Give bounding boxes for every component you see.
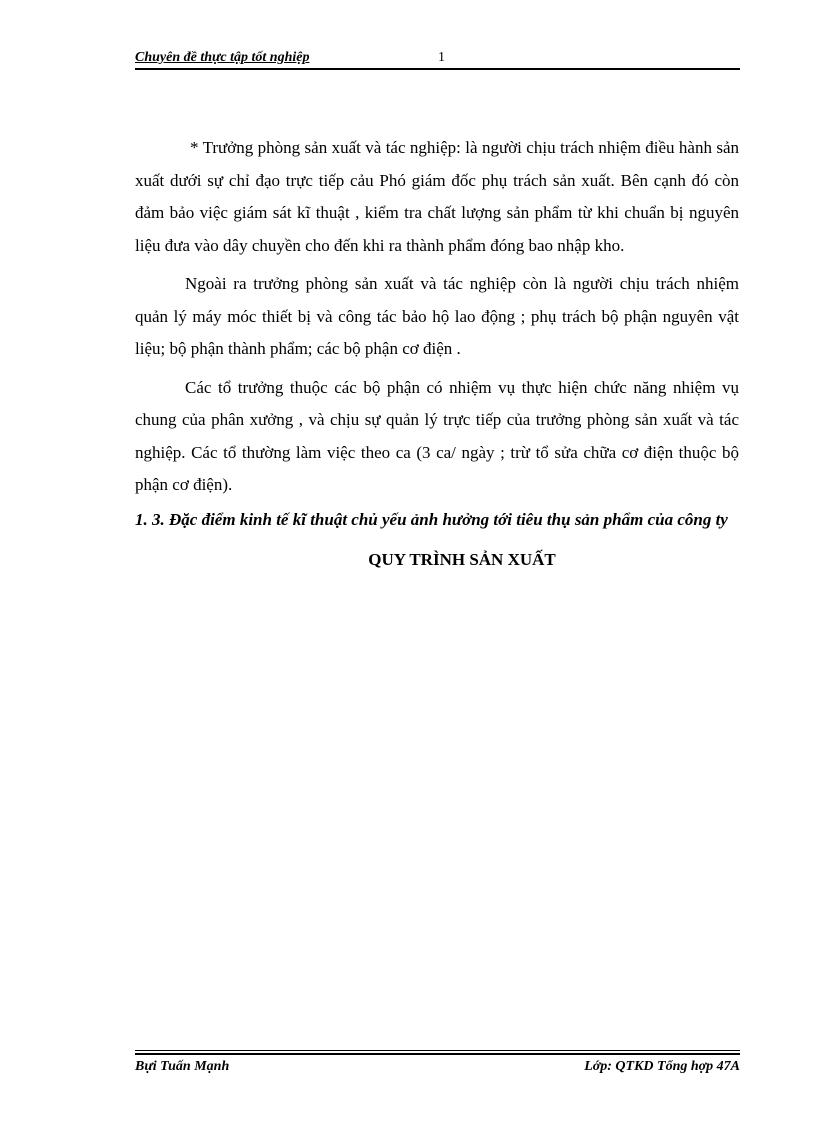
footer-rule-thick	[135, 1053, 740, 1055]
diagram-title: QUY TRÌNH SẢN XUẤT	[368, 549, 556, 569]
footer-class: Lớp: QTKD Tổng hợp 47A	[584, 1059, 740, 1074]
paragraph-1: * Trưởng phòng sản xuất và tác nghiệp: là người chịu trách nhiệm điều hành sản xuất dưới sự chỉ đạo trực tiếp cảu Phó giám đốc phụ trách sản xuất. Bên cạnh đó còn đảm bảo việc giám sát kĩ thuật , kiểm tra chất lượng sản phẩm từ khi chuẩn bị nguyên liệu đưa vào dây chuyền cho đến khi ra thành phẩm đóng bao nhập kho.	[135, 138, 739, 255]
page-number: 1	[438, 50, 445, 65]
paragraph-2: Ngoài ra trưởng phòng sản xuất và tác nghiệp còn là người chịu trách nhiệm quản lý máy móc thiết bị và công tác bảo hộ lao động ; phụ trách bộ phận nguyên vật liệu; bộ phận thành phẩm; các bộ phận cơ điện .	[135, 274, 739, 358]
footer-author: Bựi Tuấn Mạnh	[135, 1059, 230, 1074]
header-title: Chuyên đề thực tập tốt nghiệp	[135, 50, 310, 65]
header-rule	[135, 68, 740, 70]
footer-rule	[135, 1050, 740, 1051]
document-body	[135, 132, 739, 570]
page-footer	[135, 1050, 740, 1080]
paragraph-3: Các tổ trưởng thuộc các bộ phận có nhiệm vụ thực hiện chức năng nhiệm vụ chung của phân xưởng , và chịu sự quản lý trực tiếp của trưởng phòng sản xuất và tác nghiệp. Các tổ thường làm việc theo ca (3 ca/ ngày ; trừ tổ sửa chữa cơ điện thuộc bộ phận cơ điện).	[135, 377, 739, 494]
page-header	[135, 48, 740, 70]
section-heading: 1. 3. Đặc điểm kinh tế kĩ thuật chủ yếu ảnh hưởng tới tiêu thụ sản phẩm của công ty	[135, 509, 728, 529]
